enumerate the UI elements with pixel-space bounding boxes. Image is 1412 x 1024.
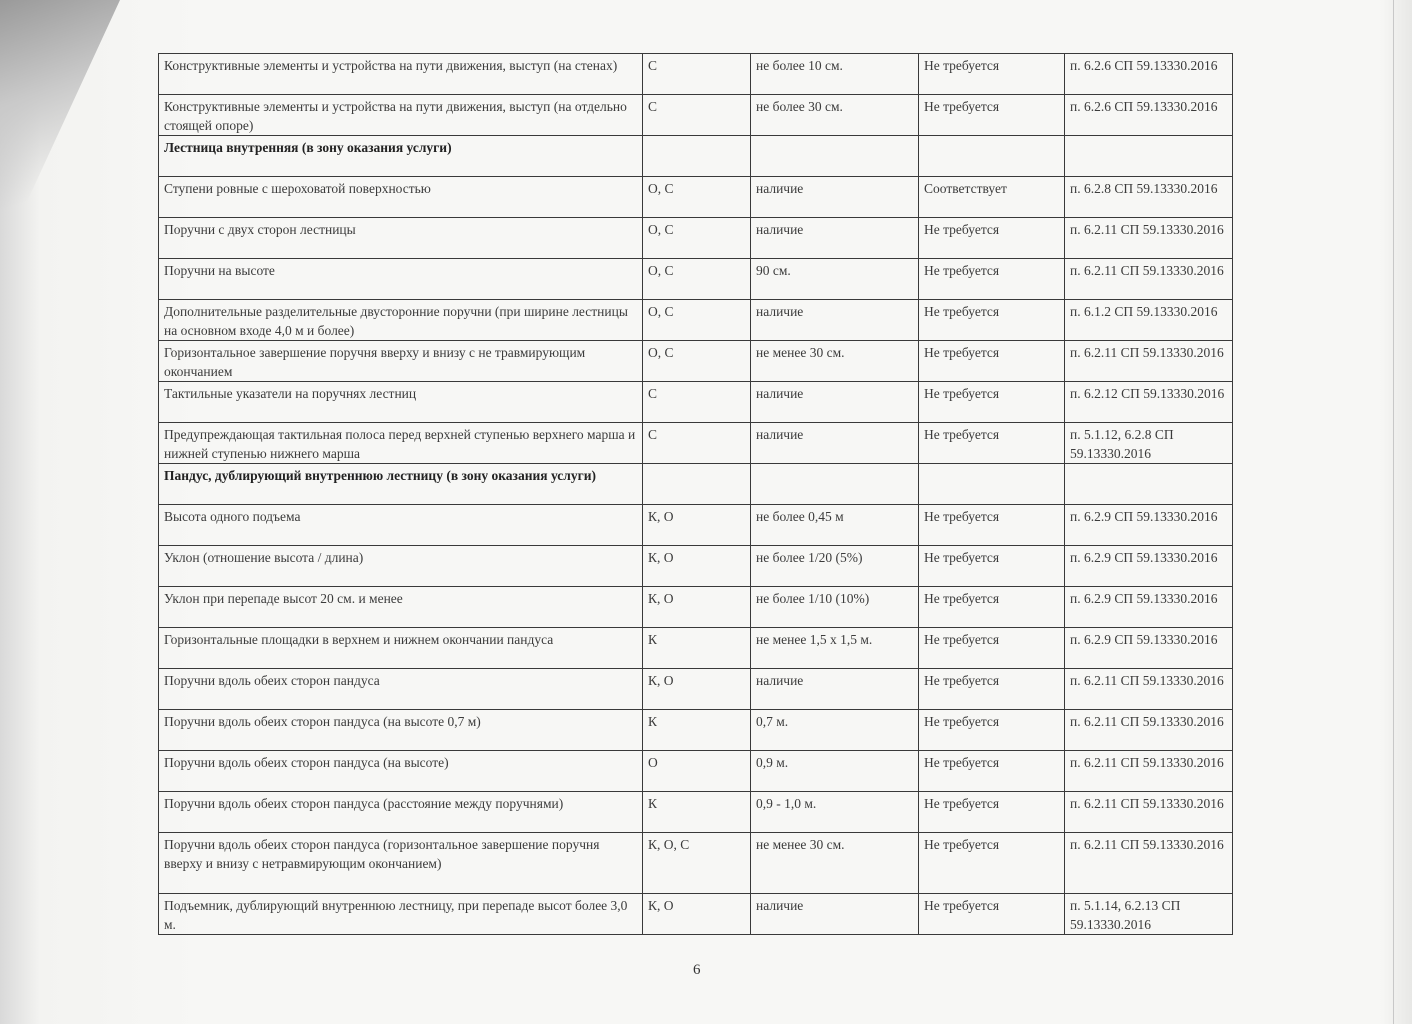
requirement-cell: Ступени ровные с шероховатой поверхностью [159, 177, 643, 218]
reference-cell: п. 6.2.6 СП 59.13330.2016 [1065, 54, 1233, 95]
reference-cell: п. 6.2.11 СП 59.13330.2016 [1065, 710, 1233, 751]
norm-cell: наличие [751, 300, 919, 341]
norm-cell: не менее 30 см. [751, 833, 919, 894]
reference-cell: п. 6.2.11 СП 59.13330.2016 [1065, 792, 1233, 833]
reference-cell: п. 6.1.2 СП 59.13330.2016 [1065, 300, 1233, 341]
reference-cell: п. 6.2.11 СП 59.13330.2016 [1065, 341, 1233, 382]
fact-cell: Не требуется [919, 628, 1065, 669]
page-number: 6 [693, 962, 701, 978]
table-row [159, 587, 1233, 628]
reference-cell: п. 6.2.9 СП 59.13330.2016 [1065, 628, 1233, 669]
requirement-cell: Поручни вдоль обеих сторон пандуса (на высоте) [159, 751, 643, 792]
category-cell: К [643, 792, 751, 833]
category-cell: К, О, С [643, 833, 751, 894]
requirements-table [158, 53, 1233, 935]
fact-cell: Не требуется [919, 54, 1065, 95]
norm-cell [751, 464, 919, 505]
norm-cell: наличие [751, 382, 919, 423]
requirement-cell: Поручни вдоль обеих сторон пандуса [159, 669, 643, 710]
requirement-cell: Горизонтальные площадки в верхнем и нижнем окончании пандуса [159, 628, 643, 669]
norm-cell: наличие [751, 423, 919, 464]
reference-cell: п. 6.2.11 СП 59.13330.2016 [1065, 669, 1233, 710]
section-row [159, 464, 1233, 505]
norm-cell: не более 1/20 (5%) [751, 546, 919, 587]
fact-cell: Не требуется [919, 300, 1065, 341]
category-cell: О, С [643, 177, 751, 218]
category-cell: О, С [643, 300, 751, 341]
table-row [159, 751, 1233, 792]
fact-cell: Не требуется [919, 587, 1065, 628]
fact-cell: Не требуется [919, 710, 1065, 751]
category-cell: К [643, 628, 751, 669]
norm-cell [751, 136, 919, 177]
category-cell [643, 136, 751, 177]
category-cell: С [643, 95, 751, 136]
fact-cell: Не требуется [919, 341, 1065, 382]
norm-cell: 90 см. [751, 259, 919, 300]
requirement-cell: Лестница внутренняя (в зону оказания услуги) [159, 136, 643, 177]
reference-cell: п. 6.2.8 СП 59.13330.2016 [1065, 177, 1233, 218]
category-cell: С [643, 54, 751, 95]
reference-cell: п. 6.2.11 СП 59.13330.2016 [1065, 259, 1233, 300]
norm-cell: не более 1/10 (10%) [751, 587, 919, 628]
requirement-cell: Поручни вдоль обеих сторон пандуса (горизонтальное завершение поручня вверху и внизу с нетравмирующим окончанием) [159, 833, 643, 894]
fact-cell: Не требуется [919, 669, 1065, 710]
requirement-cell: Предупреждающая тактильная полоса перед верхней ступенью верхнего марша и нижней ступенью нижнего марша [159, 423, 643, 464]
fact-cell: Не требуется [919, 894, 1065, 935]
norm-cell: 0,9 м. [751, 751, 919, 792]
norm-cell: 0,7 м. [751, 710, 919, 751]
norm-cell: наличие [751, 894, 919, 935]
fact-cell: Соответствует [919, 177, 1065, 218]
category-cell: К, О [643, 587, 751, 628]
requirement-cell: Дополнительные разделительные двусторонние поручни (при ширине лестницы на основном входе 4,0 м и более) [159, 300, 643, 341]
fact-cell: Не требуется [919, 218, 1065, 259]
category-cell: К, О [643, 546, 751, 587]
reference-cell: п. 6.2.12 СП 59.13330.2016 [1065, 382, 1233, 423]
norm-cell: не менее 30 см. [751, 341, 919, 382]
norm-cell: наличие [751, 669, 919, 710]
reference-cell: п. 6.2.11 СП 59.13330.2016 [1065, 218, 1233, 259]
category-cell: О, С [643, 218, 751, 259]
category-cell: К [643, 710, 751, 751]
fact-cell: Не требуется [919, 546, 1065, 587]
reference-cell: п. 6.2.11 СП 59.13330.2016 [1065, 751, 1233, 792]
norm-cell: не более 30 см. [751, 95, 919, 136]
category-cell: С [643, 423, 751, 464]
category-cell: О [643, 751, 751, 792]
fact-cell: Не требуется [919, 259, 1065, 300]
table-row [159, 628, 1233, 669]
reference-cell: п. 6.2.9 СП 59.13330.2016 [1065, 505, 1233, 546]
reference-cell [1065, 136, 1233, 177]
reference-cell: п. 6.2.9 СП 59.13330.2016 [1065, 546, 1233, 587]
section-row [159, 136, 1233, 177]
fact-cell [919, 136, 1065, 177]
requirement-cell: Высота одного подъема [159, 505, 643, 546]
fact-cell: Не требуется [919, 423, 1065, 464]
table-row [159, 177, 1233, 218]
reference-cell: п. 5.1.14, 6.2.13 СП 59.13330.2016 [1065, 894, 1233, 935]
fact-cell: Не требуется [919, 382, 1065, 423]
fact-cell: Не требуется [919, 833, 1065, 894]
requirement-cell: Поручни вдоль обеих сторон пандуса (на высоте 0,7 м) [159, 710, 643, 751]
table-row [159, 792, 1233, 833]
reference-cell: п. 6.2.6 СП 59.13330.2016 [1065, 95, 1233, 136]
norm-cell: не более 10 см. [751, 54, 919, 95]
table-row [159, 423, 1233, 464]
table-row [159, 341, 1233, 382]
category-cell: К, О [643, 894, 751, 935]
requirement-cell: Тактильные указатели на поручнях лестниц [159, 382, 643, 423]
category-cell [643, 464, 751, 505]
fact-cell [919, 464, 1065, 505]
reference-cell: п. 5.1.12, 6.2.8 СП 59.13330.2016 [1065, 423, 1233, 464]
fact-cell: Не требуется [919, 792, 1065, 833]
requirement-cell: Уклон при перепаде высот 20 см. и менее [159, 587, 643, 628]
requirement-cell: Подъемник, дублирующий внутреннюю лестницу, при перепаде высот более 3,0 м. [159, 894, 643, 935]
requirement-cell: Поручни с двух сторон лестницы [159, 218, 643, 259]
category-cell: К, О [643, 505, 751, 546]
requirement-cell: Конструктивные элементы и устройства на пути движения, выступ (на стенах) [159, 54, 643, 95]
table-row [159, 218, 1233, 259]
table-row [159, 894, 1233, 935]
table-row [159, 546, 1233, 587]
table-body [159, 54, 1233, 935]
norm-cell: наличие [751, 177, 919, 218]
norm-cell: 0,9 - 1,0 м. [751, 792, 919, 833]
table-row [159, 382, 1233, 423]
norm-cell: наличие [751, 218, 919, 259]
category-cell: О, С [643, 341, 751, 382]
requirement-cell: Поручни вдоль обеих сторон пандуса (расстояние между поручнями) [159, 792, 643, 833]
requirement-cell: Поручни на высоте [159, 259, 643, 300]
requirement-cell: Горизонтальное завершение поручня вверху и внизу с не травмирующим окончанием [159, 341, 643, 382]
table-row [159, 505, 1233, 546]
requirement-cell: Конструктивные элементы и устройства на пути движения, выступ (на отдельно стоящей опоре) [159, 95, 643, 136]
fact-cell: Не требуется [919, 505, 1065, 546]
table-row [159, 710, 1233, 751]
table-row [159, 669, 1233, 710]
table-row [159, 833, 1233, 894]
table-row [159, 259, 1233, 300]
reference-cell: п. 6.2.9 СП 59.13330.2016 [1065, 587, 1233, 628]
norm-cell: не менее 1,5 х 1,5 м. [751, 628, 919, 669]
requirement-cell: Уклон (отношение высота / длина) [159, 546, 643, 587]
requirement-cell: Пандус, дублирующий внутреннюю лестницу (в зону оказания услуги) [159, 464, 643, 505]
norm-cell: не более 0,45 м [751, 505, 919, 546]
reference-cell: п. 6.2.11 СП 59.13330.2016 [1065, 833, 1233, 894]
table-row [159, 54, 1233, 95]
fact-cell: Не требуется [919, 95, 1065, 136]
reference-cell [1065, 464, 1233, 505]
page-edge [1393, 0, 1394, 1024]
fact-cell: Не требуется [919, 751, 1065, 792]
category-cell: С [643, 382, 751, 423]
table-row [159, 95, 1233, 136]
category-cell: О, С [643, 259, 751, 300]
category-cell: К, О [643, 669, 751, 710]
table-row [159, 300, 1233, 341]
